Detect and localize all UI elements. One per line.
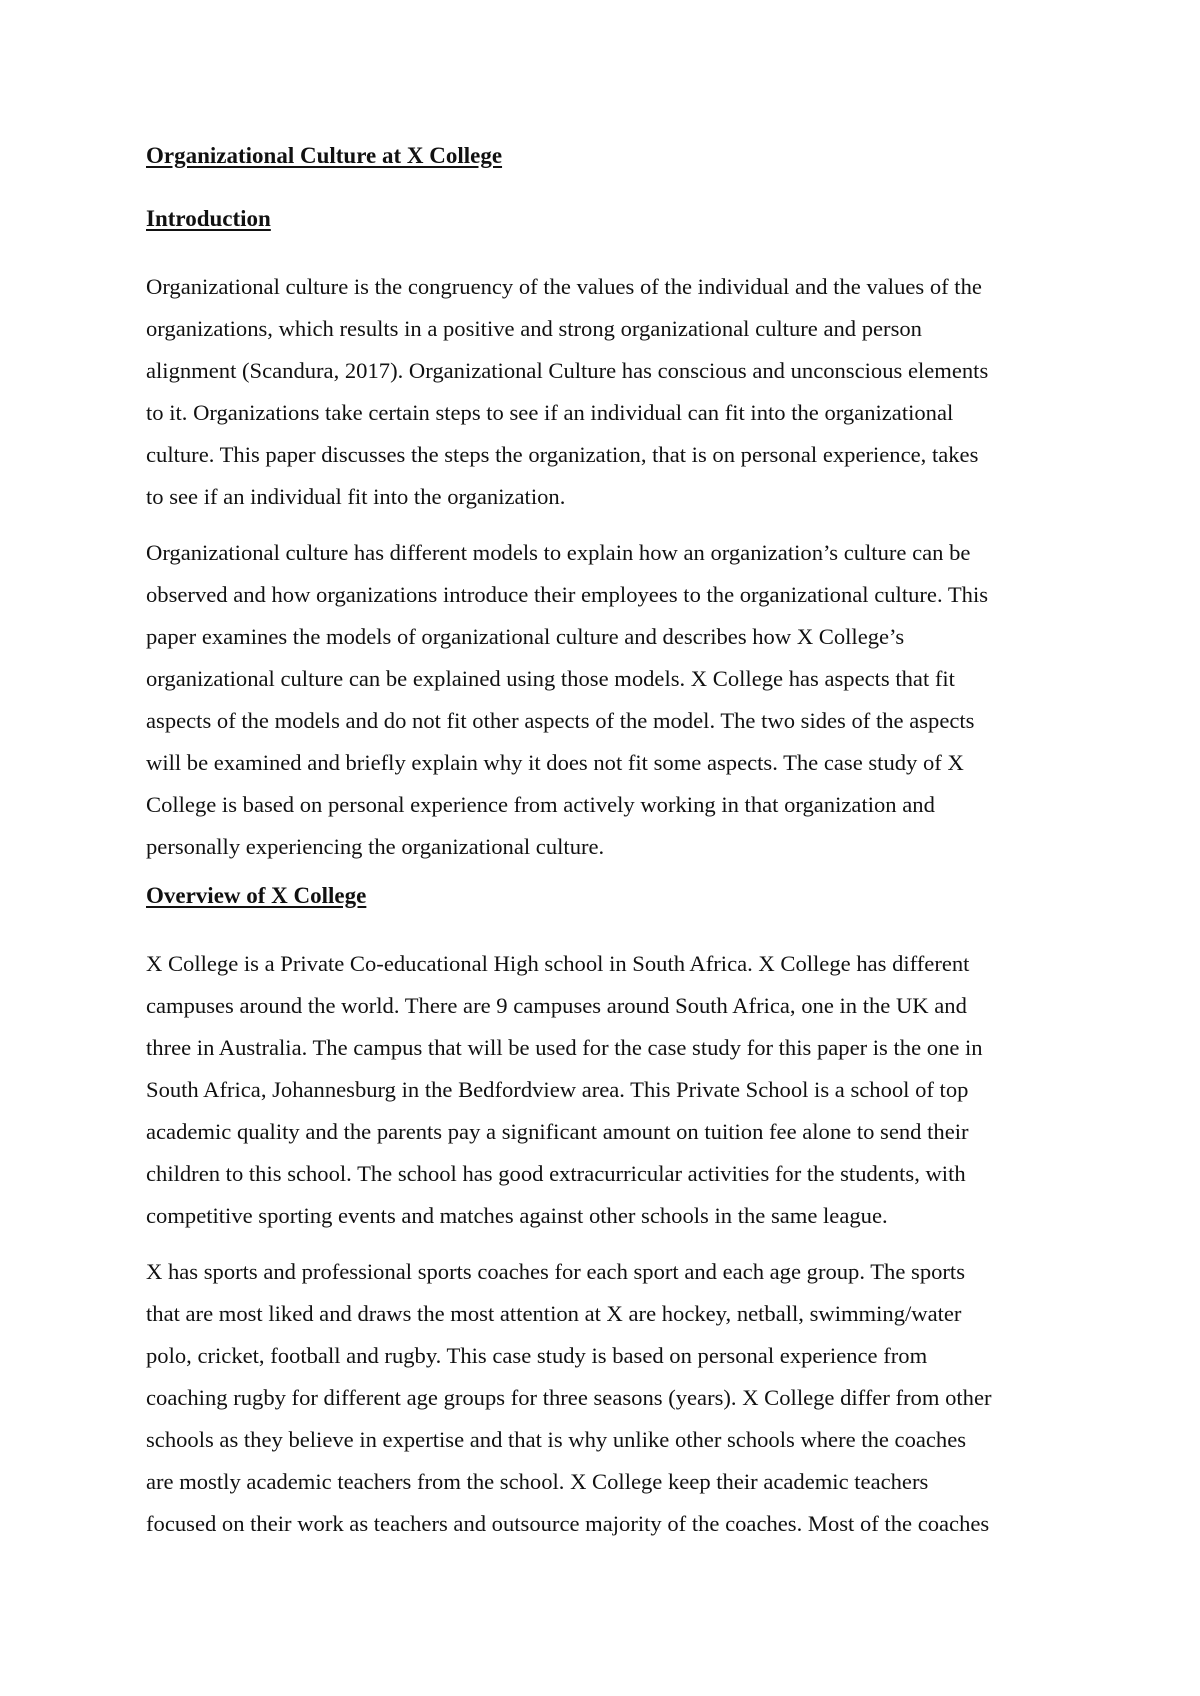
text-line: are mostly academic teachers from the school. X College keep their academic teachers (146, 1469, 929, 1494)
overview-paragraph-2 (146, 1251, 1066, 1545)
text-line: observed and how organizations introduce their employees to the organizational culture. This (146, 582, 989, 607)
text-line: schools as they believe in expertise and that is why unlike other schools where the coaches (146, 1427, 967, 1452)
document-body (146, 142, 1066, 1559)
text-line: X has sports and professional sports coaches for each sport and each age group. The sports (146, 1259, 966, 1284)
text-line: Organizational culture has different models to explain how an organization’s culture can be (146, 540, 971, 565)
text-line: X College is a Private Co-educational High school in South Africa. X College has different (146, 951, 970, 976)
text-line: academic quality and the parents pay a significant amount on tuition fee alone to send their (146, 1119, 969, 1144)
overview-paragraph-1 (146, 943, 1066, 1237)
intro-paragraph-1 (146, 266, 1066, 518)
intro-paragraph-2 (146, 532, 1066, 868)
text-line: culture. This paper discusses the steps the organization, that is on personal experience, takes (146, 442, 979, 467)
section-heading-introduction: Introduction (146, 206, 271, 231)
text-line: to see if an individual fit into the organization. (146, 484, 566, 509)
text-line: coaching rugby for different age groups for three seasons (years). X College differ from other (146, 1385, 992, 1410)
text-line: that are most liked and draws the most attention at X are hockey, netball, swimming/water (146, 1301, 962, 1326)
text-line: children to this school. The school has good extracurricular activities for the students, with (146, 1161, 966, 1186)
text-line: College is based on personal experience from actively working in that organization and (146, 792, 935, 817)
text-line: three in Australia. The campus that will be used for the case study for this paper is the one in (146, 1035, 983, 1060)
text-line: campuses around the world. There are 9 campuses around South Africa, one in the UK and (146, 993, 967, 1018)
text-line: paper examines the models of organizational culture and describes how X College’s (146, 624, 905, 649)
text-line: Organizational culture is the congruency of the values of the individual and the values of the (146, 274, 982, 299)
text-line: alignment (Scandura, 2017). Organizational Culture has conscious and unconscious elements (146, 358, 989, 383)
text-line: focused on their work as teachers and outsource majority of the coaches. Most of the coaches (146, 1511, 990, 1536)
text-line: competitive sporting events and matches against other schools in the same league. (146, 1203, 888, 1228)
text-line: polo, cricket, football and rugby. This case study is based on personal experience from (146, 1343, 928, 1368)
section-heading-overview: Overview of X College (146, 883, 367, 908)
text-line: aspects of the models and do not fit other aspects of the model. The two sides of the aspects (146, 708, 975, 733)
text-line: to it. Organizations take certain steps to see if an individual can fit into the organizational (146, 400, 954, 425)
text-line: organizations, which results in a positive and strong organizational culture and person (146, 316, 922, 341)
text-line: South Africa, Johannesburg in the Bedfordview area. This Private School is a school of top (146, 1077, 969, 1102)
document-title: Organizational Culture at X College (146, 143, 503, 168)
text-line: personally experiencing the organizational culture. (146, 834, 605, 859)
text-line: organizational culture can be explained using those models. X College has aspects that fit (146, 666, 955, 691)
text-line: will be examined and briefly explain why it does not fit some aspects. The case study of X (146, 750, 964, 775)
